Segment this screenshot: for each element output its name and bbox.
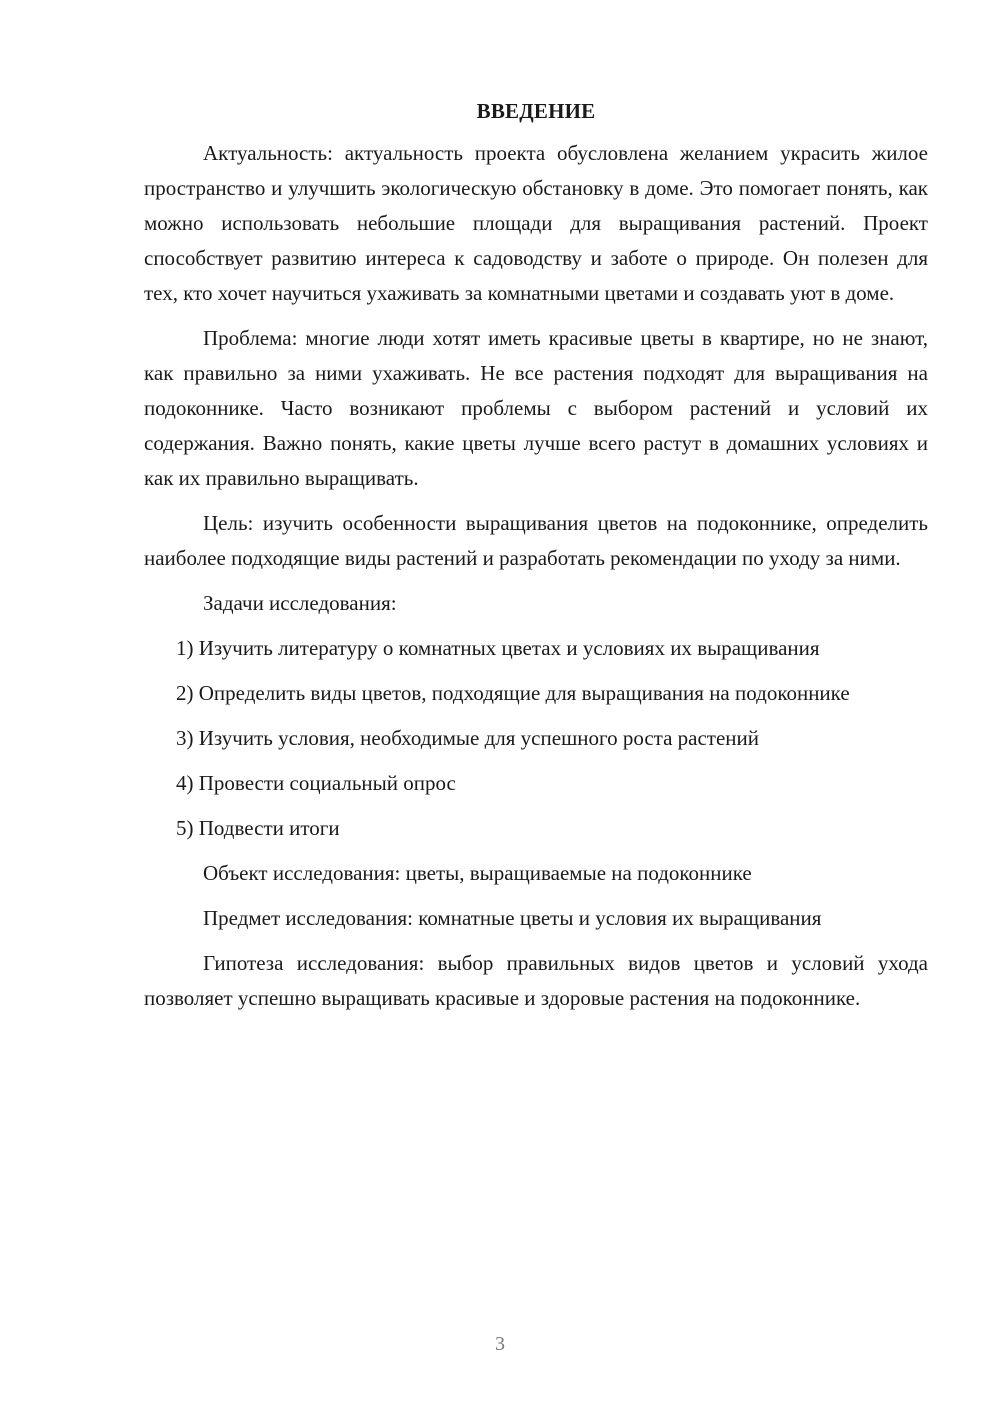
tasks-title: Задачи исследования: <box>203 591 397 615</box>
task-item-1: 1) Изучить литературу о комнатных цветах и условиях их выращивания <box>176 636 820 660</box>
section-heading: ВВЕДЕНИЕ <box>476 99 596 123</box>
page-number: 3 <box>495 1333 505 1355</box>
problem-paragraph: Проблема: многие люди хотят иметь красивые цветы в квартире, но не знают, как правильно за ними ухаживать. Не все растения подходят для выращивания на подоконнике. Часто возникают проблемы с выбором растений и условий их содержания. Важно понять, какие цветы лучше всего растут в домашних условиях и как их правильно выращивать. <box>144 326 928 490</box>
relevance-paragraph: Актуальность: актуальность проекта обусловлена желанием украсить жилое пространство и улучшить экологическую обстановку в доме. Это помогает понять, как можно использовать небольшие площади для выращивания растений. Проект способствует развитию интереса к садоводству и заботе о природе. Он полезен для тех, кто хочет научиться ухаживать за комнатными цветами и создавать уют в доме. <box>144 141 928 305</box>
object-paragraph: Объект исследования: цветы, выращиваемые на подоконнике <box>203 861 752 885</box>
task-item-2: 2) Определить виды цветов, подходящие для выращивания на подоконнике <box>176 681 850 705</box>
hypothesis-paragraph: Гипотеза исследования: выбор правильных видов цветов и условий ухода позволяет успешно выращивать красивые и здоровые растения на подоконнике. <box>144 951 928 1010</box>
task-item-3: 3) Изучить условия, необходимые для успешного роста растений <box>176 726 760 750</box>
document-page <box>144 96 928 1016</box>
subject-paragraph: Предмет исследования: комнатные цветы и условия их выращивания <box>203 906 822 930</box>
task-item-4: 4) Провести социальный опрос <box>176 771 456 795</box>
goal-paragraph: Цель: изучить особенности выращивания цветов на подоконнике, определить наиболее подходящие виды растений и разработать рекомендации по уходу за ними. <box>144 511 928 570</box>
task-item-5: 5) Подвести итоги <box>176 816 340 840</box>
